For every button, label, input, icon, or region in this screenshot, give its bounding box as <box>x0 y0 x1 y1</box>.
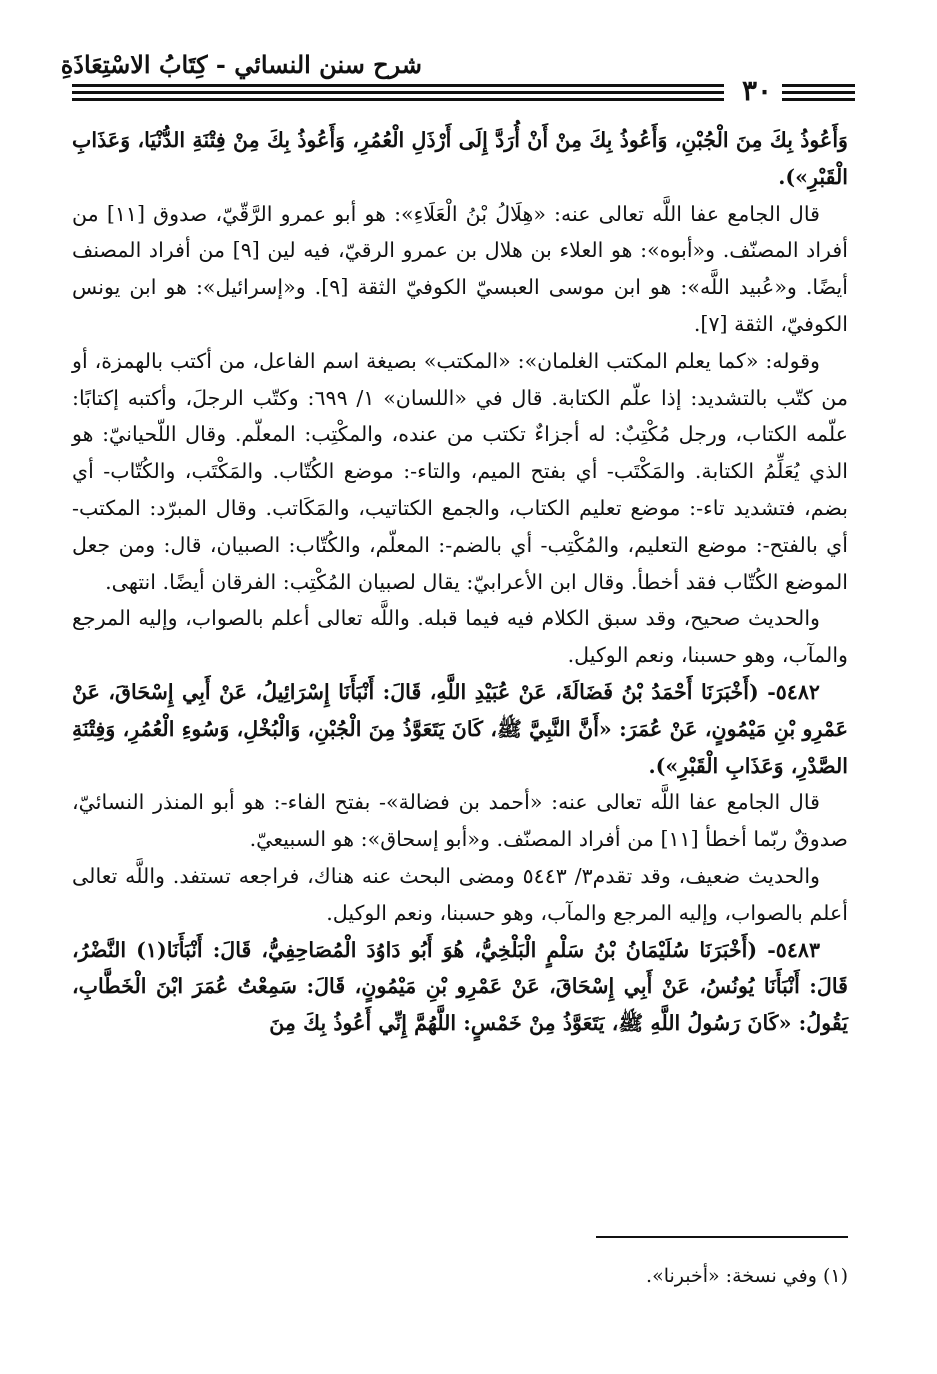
header-rule-left <box>72 91 724 94</box>
hadith-text-continuation: وَأَعُوذُ بِكَ مِنَ الْجُبْنِ، وَأَعُوذُ بِكَ مِنْ أَنْ أُرَدَّ إِلَى أَرْذَلِ الْعُمُرِ، وَأَعُوذُ بِكَ مِنْ فِتْنَةِ الدُّنْيَا، وَعَذَابِ الْقَبْرِ»). <box>72 128 848 189</box>
footnote: (١) وفي نسخة: «أخبرنا». <box>646 1265 848 1287</box>
commentary-paragraph: قال الجامع عفا اللَّه تعالى عنه: «هِلَالُ بْنُ الْعَلَاءِ»: هو أبو عمرو الرَّقّيّ، صدوق [١١] من أفراد المصنّف. و«أبوه»: هو العلاء بن هلال بن عمرو الرقيّ، فيه لين [٩] من أفراد المصنف أيضًا. و«عُبيد اللَّه»: هو ابن موسى العبسيّ الكوفيّ الثقة [٩]. و«إسرائيل»: هو ابن يونس الكوفيّ، الثقة [٧]. <box>72 201 849 336</box>
hadith-paragraph: ٥٤٨٣- (أَخْبَرَنَا سُلَيْمَانُ بْنُ سَلْمٍ الْبَلْخِيُّ، هُوَ أَبُو دَاوُدَ الْمُصَاحِفِيُّ، قَالَ: أَنْبَأَنَا(١) النَّضْرُ، قَالَ: أَنْبَأَنَا يُونُسُ، عَنْ أَبِي إِسْحَاقَ، عَنْ عَمْرِو بْنِ مَيْمُونٍ، قَالَ: سَمِعْتُ عُمَرَ ابْنَ الْخَطَّابِ، يَقُولُ: «كَانَ رَسُولُ اللَّهِ ﷺ، يَتَعَوَّذُ مِنْ خَمْسٍ: اللَّهُمَّ إِنِّي أَعُوذُ بِكَ مِنَ <box>72 937 848 1036</box>
commentary-paragraph: والحديث ضعيف، وقد تقدم٣/ ٥٤٤٣ ومضى البحث عنه هناك، فراجعه تستفد. واللَّه تعالى أعلم بالصواب، وإليه المرجع والمآب، وهو حسبنا، ونعم الوكيل. <box>72 863 848 925</box>
running-title: شرح سنن النسائي - كِتَابُ الاسْتِعَاذَةِ <box>60 50 422 79</box>
header-rule-left <box>72 98 724 101</box>
header-rule-left <box>72 84 724 87</box>
header-rule-right <box>782 91 855 94</box>
footnote-rule <box>596 1236 848 1238</box>
body-text <box>72 122 848 1042</box>
header-rule-right <box>782 84 855 87</box>
commentary-paragraph: والحديث صحيح، وقد سبق الكلام فيه فيما قبله. واللَّه تعالى أعلم بالصواب، وإليه المرجع والمآب، وهو حسبنا، ونعم الوكيل. <box>72 606 848 668</box>
page-number: ٣٠ <box>742 74 773 107</box>
commentary-paragraph: قال الجامع عفا اللَّه تعالى عنه: «أحمد بن فضالة»- بفتح الفاء-: هو أبو المنذر النسائيّ، صدوقٌ ربّما أخطأ [١١] من أفراد المصنّف. و«أبو إسحاق»: هو السبيعيّ. <box>72 790 848 852</box>
hadith-paragraph: ٥٤٨٢- (أَخْبَرَنَا أَحْمَدُ بْنُ فَضَالَةَ، عَنْ عُبَيْدِ اللَّهِ، قَالَ: أَنْبَأَنَا إِسْرَائِيلُ، عَنْ أَبِي إِسْحَاقَ، عَنْ عَمْرِو بْنِ مَيْمُونٍ، عَنْ عُمَرَ: «أَنَّ النَّبِيَّ ﷺ، كَانَ يَتَعَوَّذُ مِنَ الْجُبْنِ، وَالْبُخْلِ، وَسُوءِ الْعُمُرِ، وَفِتْنَةِ الصَّدْرِ، وَعَذَابِ الْقَبْرِ»). <box>72 679 848 778</box>
header-rule-right <box>782 98 855 101</box>
commentary-paragraph: وقوله: «كما يعلم المكتب الغلمان»: «المكتب» بصيغة اسم الفاعل، من أكتب بالهمزة، أو من كتّب بالتشديد: إذا علّم الكتابة. قال في «اللسان» ١/ ٦٩٩: وكتّب الرجلَ، وأكتبه إكتابًا: علّمه الكتاب، ورجل مُكْتِبٌ: له أجزاءٌ تكتب من عنده، والمكْتِب: المعلّم. وقال اللّحيانيّ: هو الذي يُعَلِّمُ الكتابة. والمَكْتَب- أي بفتح الميم، والتاء-: موضع الكُتّاب. والمَكْتَب، والكُتّاب- أي بضم، فتشديد تاء-: موضع تعليم الكتاب، والجمع الكتاتيب، والمَكَاتب. وقال المبرّد: المكتب- أي بالفتح-: موضع التعليم، والمُكْتِب- أي بالضم-: المعلّم، والكُتّاب: الصبيان، قال: ومن جعل الموضع الكُتّاب فقد أخطأ. وقال ابن الأعرابيّ: يقال لصبيان المُكْتِب: الفرقان أيضًا. انتهى. <box>72 348 848 594</box>
